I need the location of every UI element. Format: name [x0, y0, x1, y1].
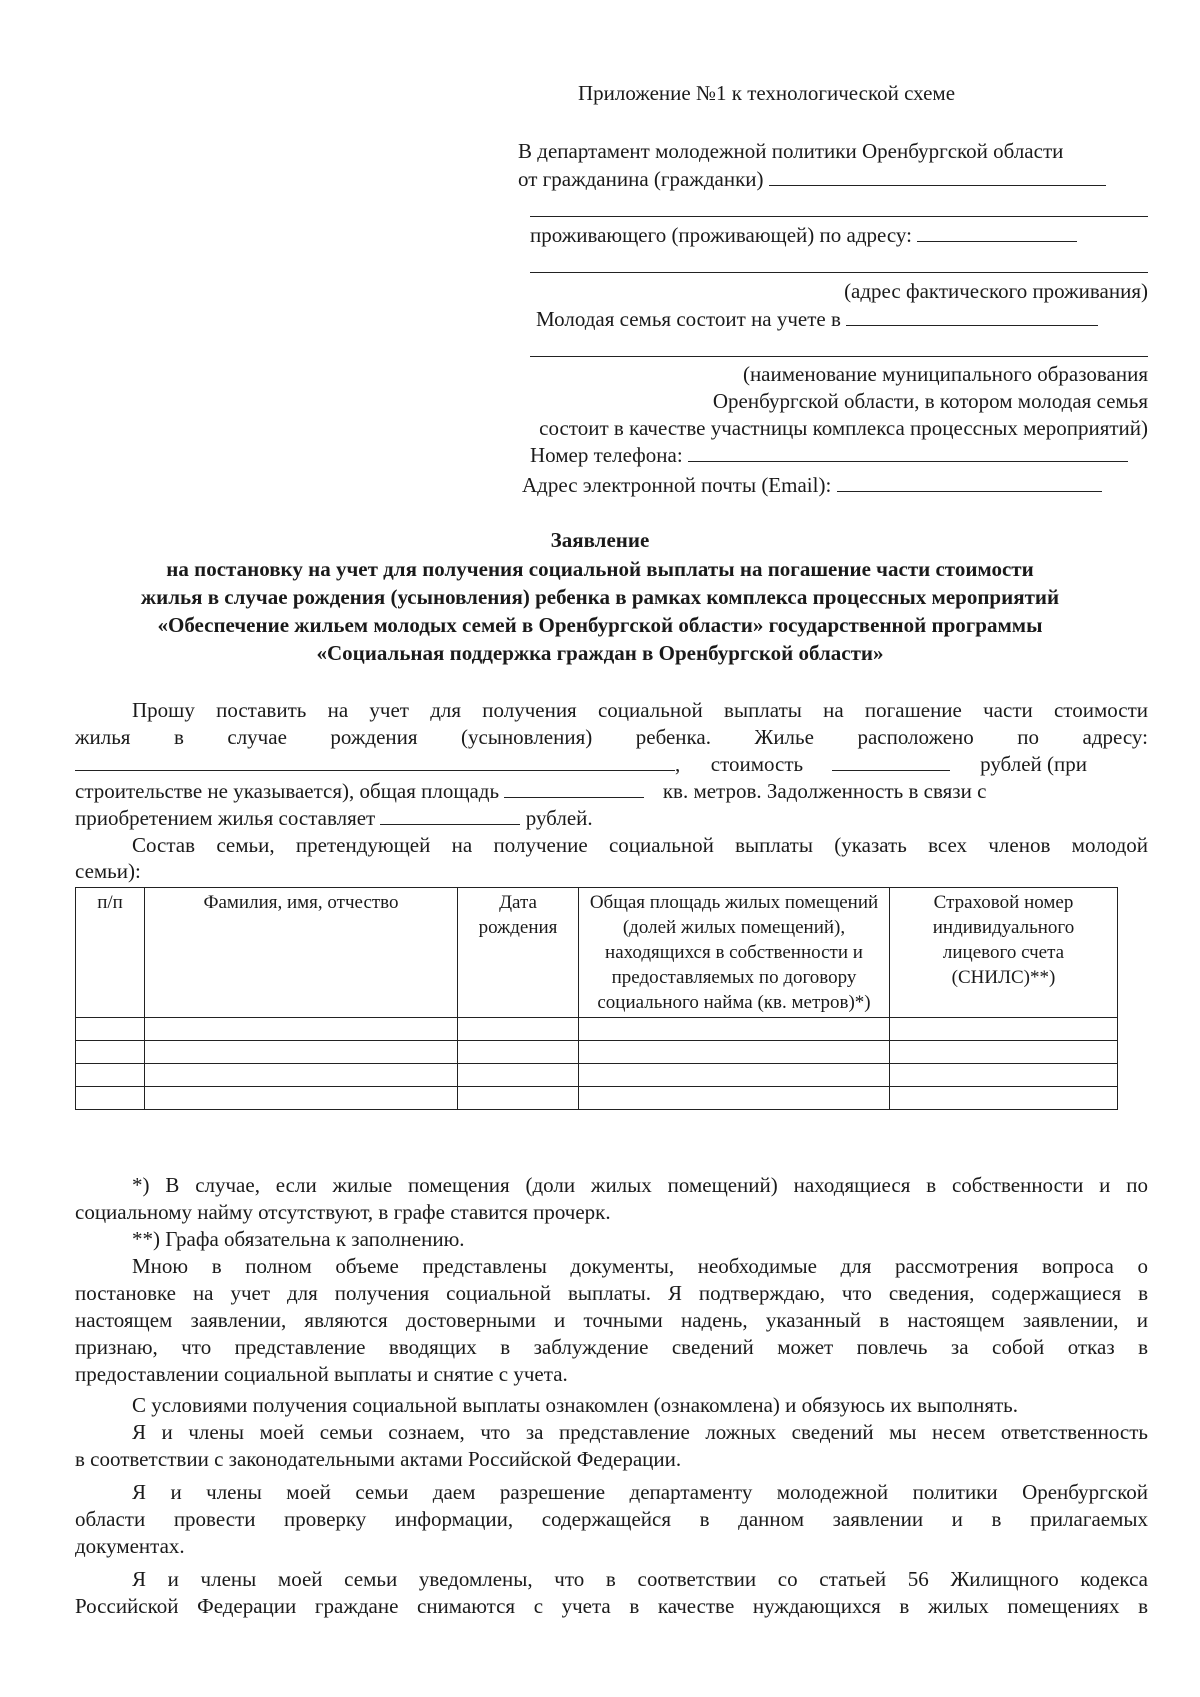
area-field[interactable] — [504, 779, 644, 798]
address-field[interactable] — [917, 223, 1077, 242]
document-subtitle-1: на постановку на учет для получения социальной выплаты на погашение части стоимости — [166, 557, 1034, 581]
table-row[interactable] — [76, 1087, 1118, 1110]
declaration-p1-line-3: настоящем заявлении, являются достоверными и точными надень, указанный в настоящем заявлении, и — [75, 1308, 1148, 1332]
municipality-field[interactable] — [846, 307, 1098, 326]
col-number: п/п — [76, 888, 145, 1018]
request-line-3: , стоимость рублей (при — [75, 751, 1087, 777]
residence-label: проживающего (проживающей) по адресу: — [530, 223, 912, 247]
municipality-note-1: (наименование муниципального образования — [742, 362, 1148, 386]
phone-row — [530, 442, 1128, 468]
declaration-p1-line-1: Мною в полном объеме представлены документы, необходимые для рассмотрения вопроса о — [132, 1254, 1148, 1278]
from-citizen-row — [518, 166, 1106, 192]
family-intro-line-2: семьи): — [75, 859, 141, 883]
email-label: Адрес электронной почты (Email): — [522, 473, 832, 497]
declaration-p3-line-2: в соответствии с законодательными актами Российской Федерации. — [75, 1447, 682, 1471]
cost-field[interactable] — [832, 752, 950, 771]
col-full-name: Фамилия, имя, отчество — [145, 888, 458, 1018]
table-header-row — [76, 888, 1118, 1018]
housing-address-field[interactable] — [75, 752, 675, 771]
debt-field[interactable] — [380, 806, 520, 825]
family-intro-line-1: Состав семьи, претендующей на получение социальной выплаты (указать всех членов молодой — [132, 833, 1148, 857]
declaration-p2: С условиями получения социальной выплаты ознакомлен (ознакомлена) и обязуюсь их выполнять. — [132, 1393, 1018, 1417]
declaration-p5-line-1: Я и члены моей семьи уведомлены, что в соответствии со статьей 56 Жилищного кодекса — [132, 1567, 1148, 1591]
residence-row — [530, 222, 1077, 248]
citizen-name-field[interactable] — [769, 167, 1106, 186]
declaration-p4-line-1: Я и члены моей семьи даем разрешение департаменту молодежной политики Оренбургской — [132, 1480, 1148, 1504]
declaration-p1-line-2: постановке на учет для получения социальной выплаты. Я подтверждаю, что сведения, содержащиеся в — [75, 1281, 1148, 1305]
registered-row — [536, 306, 1098, 332]
table-row[interactable] — [76, 1041, 1118, 1064]
phone-label: Номер телефона: — [530, 443, 683, 467]
municipality-note-3: состоит в качестве участницы комплекса процессных мероприятий) — [539, 416, 1148, 440]
request-line-5: приобретением жилья составляет рублей. — [75, 806, 593, 830]
phone-field[interactable] — [688, 443, 1128, 462]
municipality-line-2[interactable] — [530, 356, 1148, 357]
email-row — [522, 472, 1102, 498]
citizen-name-line-2[interactable] — [530, 216, 1148, 217]
col-living-area: Общая площадь жилых помещений (долей жилых помещений), находящихся в собственности и предоставляемых по договору социального найма (кв. метров)*) — [579, 888, 890, 1018]
declaration-p3-line-1: Я и члены моей семьи сознаем, что за представление ложных сведений мы несем ответственность — [132, 1420, 1148, 1444]
declaration-p5-line-2: Российской Федерации граждане снимаются с учета в качестве нуждающихся в жилых помещениях в — [75, 1594, 1148, 1618]
declaration-p1-line-5: предоставлении социальной выплаты и снятие с учета. — [75, 1362, 568, 1386]
col-birth-date: Дата рождения — [458, 888, 579, 1018]
document-title: Заявление — [550, 528, 650, 552]
document-subtitle-2: жилья в случае рождения (усыновления) ребенка в рамках комплекса процессных мероприятий — [140, 585, 1060, 609]
request-line-4: строительстве не указывается), общая площадь кв. метров. Задолженность в связи с — [75, 779, 987, 803]
table-row[interactable] — [76, 1064, 1118, 1087]
footnote-1-line-1: *) В случае, если жилые помещения (доли жилых помещений) находящиеся в собственности и по — [132, 1173, 1148, 1197]
declaration-p4-line-3: документах. — [75, 1534, 185, 1558]
rub-label: рублей (при — [980, 752, 1087, 776]
declaration-p4-line-2: области провести проверку информации, содержащейся в данном заявлении и в прилагаемых — [75, 1507, 1148, 1531]
address-note: (адрес фактического проживания) — [844, 279, 1148, 303]
family-members-table — [75, 887, 1118, 1110]
appendix-label: Приложение №1 к технологической схеме — [578, 81, 956, 105]
address-line-2[interactable] — [530, 272, 1148, 273]
document-subtitle-4: «Социальная поддержка граждан в Оренбургской области» — [316, 641, 884, 665]
footnote-1-line-2: социальному найму отсутствуют, в графе ставится прочерк. — [75, 1200, 611, 1224]
from-citizen-label: от гражданина (гражданки) — [518, 167, 764, 191]
footnote-2: **) Графа обязательна к заполнению. — [132, 1227, 465, 1251]
declaration-p1-line-4: признаю, что представление вводящих в заблуждение сведений может повлечь за собой отказ в — [75, 1335, 1148, 1359]
request-line-2: жилья в случае рождения (усыновления) ребенка. Жилье расположено по адресу: — [75, 725, 1148, 749]
cost-label: стоимость — [710, 752, 804, 776]
email-field[interactable] — [837, 473, 1102, 492]
document-subtitle-3: «Обеспечение жильем молодых семей в Оренбургской области» государственной программы — [157, 613, 1043, 637]
registered-label: Молодая семья состоит на учете в — [536, 307, 841, 331]
request-line-1: Прошу поставить на учет для получения социальной выплаты на погашение части стоимости — [132, 698, 1148, 722]
municipality-note-2: Оренбургской области, в котором молодая семья — [712, 389, 1148, 413]
col-snils: Страховой номер индивидуального лицевого счета (СНИЛС)**) — [890, 888, 1118, 1018]
table-row[interactable] — [76, 1018, 1118, 1041]
recipient-department: В департамент молодежной политики Оренбургской области — [518, 139, 1064, 163]
